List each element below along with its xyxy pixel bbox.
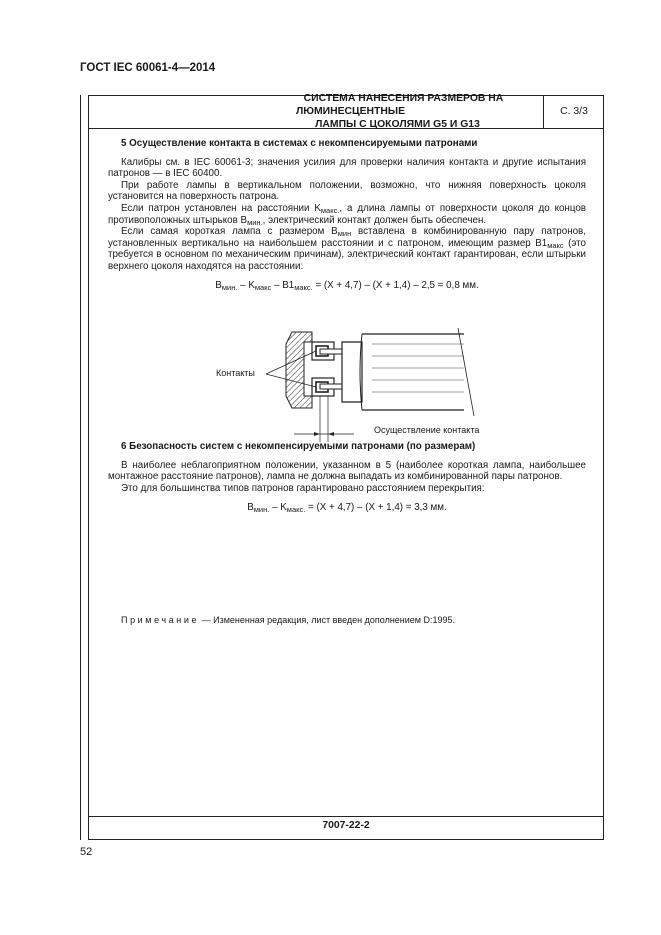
- section-6-paragraph-2: Это для большинства типов патронов гарантировано расстоянием перекрытия:: [121, 482, 485, 494]
- formula-overlap: $B_{мин.} - K_{макс.} = (X + 4,7) - (X + 1,4) = 3,3$ мм.: [247, 501, 447, 514]
- note: [121, 615, 455, 625]
- pin-upper: [320, 349, 342, 354]
- section-5-paragraph-1: Калибры см. в IEC 60061-3; значения усилия для проверки наличия контакта и другие испытания патронов — в IEC 60400.: [108, 156, 586, 180]
- section-5-paragraph-4: Если самая короткая лампа с размером $B_{мин}$ вставлена в комбинированную пару патронов, установленных вертикально на наибольшем расстоянии и с патроном, имеющим размер $B1_{макс}$ (это требуется в основном по механическим причинам), электрический контакт гарантирован, если штырьки верхнего цоколя находятся на расстоянии:: [108, 226, 586, 272]
- section-5-paragraph-3: Если патрон установлен на расстоянии $K_{макс.}$, а длина лампы от поверхности цоколя до концов противоположных штырьков $B_{мин.}$, электрический контакт должен быть обеспечен.: [108, 202, 586, 227]
- section-6-paragraph-1: В наиболее неблагоприятном положении, указанном в 5 (наиболее короткая лампа, наибольшее монтажное расстояние патронов), лампа не должна выпадать из комбинированной пары патронов.: [108, 459, 586, 483]
- sheet-title-line1: СИСТЕМА НАНЕСЕНИЯ РАЗМЕРОВ НА ЛЮМИНЕСЦЕНТНЫЕ: [295, 93, 504, 117]
- document-code: ГОСТ IEC 60061-4—2014: [80, 62, 216, 74]
- contact-figure: [208, 324, 498, 444]
- sheet-title-line2: ЛАМПЫ С ЦОКОЛЯМИ G5 И G13: [315, 119, 480, 130]
- lamp-cap: [342, 342, 362, 402]
- section-5-heading: 5 Осуществление контакта в системах с некомпенсируемыми патронами: [121, 138, 478, 149]
- lampholder-body: [286, 332, 312, 408]
- note-text: — Измененная редакция, лист введен дополнением D:1995.: [199, 615, 456, 625]
- page-number: 52: [80, 846, 93, 858]
- sheet-code: 7007-22-2: [322, 820, 370, 831]
- label-contacts: Контакты: [216, 368, 255, 378]
- pin-lower: [320, 384, 342, 389]
- formula-contact: $B_{мин.} - K_{макс} - B1_{макс.} = (X + 4,7) - (X + 1,4) - 2,5 = 0,8$ мм.: [215, 279, 479, 292]
- section-6-heading: 6 Безопасность систем с некомпенсируемыми патронами (по размерам): [121, 441, 476, 453]
- sheet-number: С. 3/3: [544, 95, 604, 129]
- note-label: Примечание: [121, 615, 200, 625]
- break-line: [458, 328, 474, 416]
- label-contact-made: Осуществление контакта: [374, 425, 480, 435]
- sheet-title: [88, 95, 544, 129]
- section-5-paragraph-2: При работе лампы в вертикальном положении, возможно, что нижняя поверхность цоколя установится на поверхность патрона.: [108, 179, 586, 203]
- margin-rule: [80, 95, 81, 840]
- footer-rule: [88, 816, 604, 817]
